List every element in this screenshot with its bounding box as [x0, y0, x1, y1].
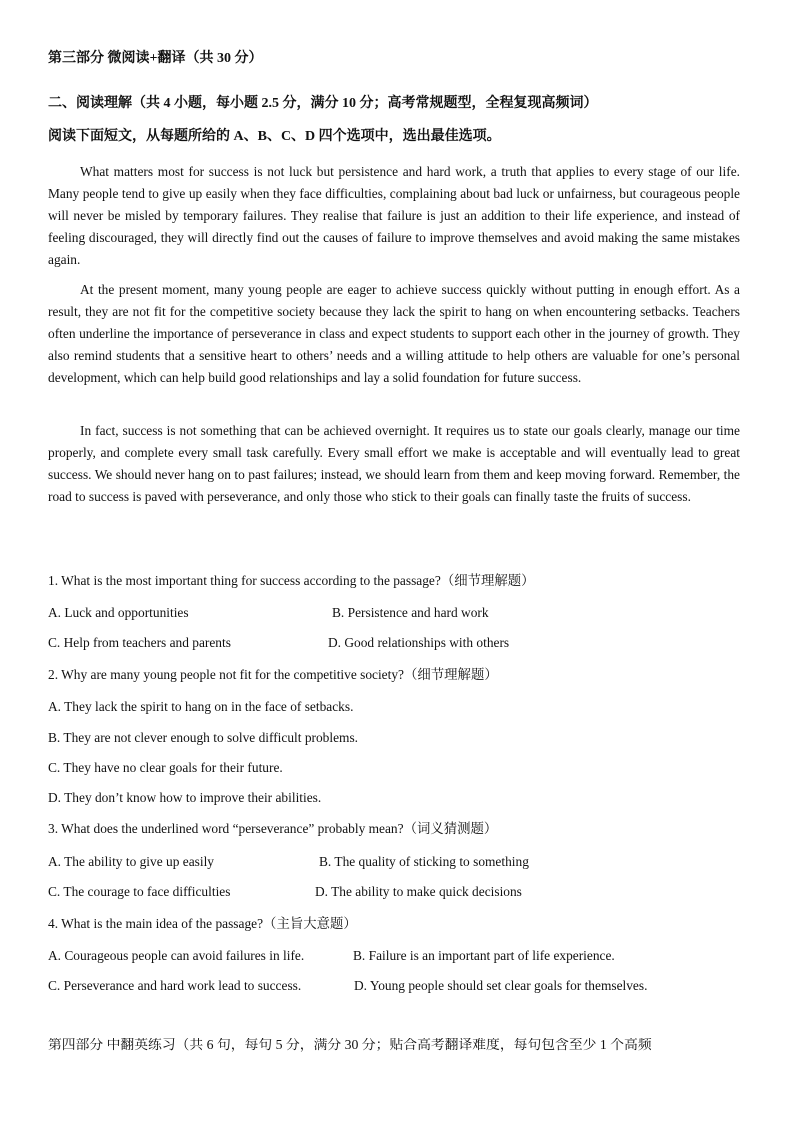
question-4-option-a: A. Courageous people can avoid failures in life. — [48, 948, 305, 963]
question-2-stem: 2. Why are many young people not fit for the competitive society?（细节理解题） — [48, 667, 498, 682]
question-1-stem: 1. What is the most important thing for success according to the passage?（细节理解题） — [48, 573, 535, 588]
part4-title: 第四部分 中翻英练习（共 6 句，每句 5 分，满分 30 分；贴合高考翻译难度，每句包含至少 1 个高频 — [48, 1038, 652, 1052]
question-2-option-d: D. They don’t know how to improve their abilities. — [48, 790, 322, 805]
question-4-option-b: B. Failure is an important part of life experience. — [353, 948, 615, 963]
passage-paragraph-1: What matters most for success is not luck but persistence and hard work, a truth that applies to every stage of our life. Many people tend to give up easily when they face difficulties, complaining about bad luck or unfairness, but courageous people will never be misled by temporary failures. They realise that failure is just an addition to their life experience, and instead of feeling discouraged, they will directly find out the causes of failure to improve themselves and avoid making the same mistakes again. — [48, 164, 740, 267]
question-2-option-a: A. They lack the spirit to hang on in the face of setbacks. — [48, 699, 354, 714]
passage-paragraph-2: At the present moment, many young people are eager to achieve success quickly without putting in enough effort. As a result, they are not fit for the competitive society because they lack the spirit to hang on when encountering setbacks. Teachers often underline the importance of perseverance in class and expect students to support each other in the journey of growth. They also remind students that a sensitive heart to others’ needs and a willing attitude to help others are valuable for one’s personal development, which can help build good relationships and lay a solid foundation for future success. — [48, 282, 740, 385]
passage-paragraph-3: In fact, success is not something that can be achieved overnight. It requires us to state our goals clearly, manage our time properly, and complete every small task carefully. Every small effort we make is acceptable and will eventually lead to great success. We should never hang on to past failures; instead, we should learn from them and keep moving forward. Remember, the road to success is paved with perseverance, and only those who stick to their goals can finally taste the fruits of success. — [48, 423, 740, 504]
question-2-option-b: B. They are not clever enough to solve difficult problems. — [48, 730, 359, 745]
part3-title: 第三部分 微阅读+翻译（共 30 分） — [48, 51, 263, 66]
question-1-option-b: B. Persistence and hard work — [332, 605, 489, 620]
question-3-option-b: B. The quality of sticking to something — [319, 854, 529, 869]
question-3-option-c: C. The courage to face difficulties — [48, 884, 231, 899]
instruction: 阅读下面短文，从每题所给的 A、B、C、D 四个选项中，选出最佳选项。 — [48, 129, 501, 144]
question-2-option-c: C. They have no clear goals for their future. — [48, 760, 283, 775]
underlined-word: perseverance — [231, 326, 302, 341]
question-3-option-d: D. The ability to make quick decisions — [315, 884, 522, 899]
question-1-option-d: D. Good relationships with others — [328, 635, 510, 650]
question-1-option-c: C. Help from teachers and parents — [48, 635, 231, 650]
question-3-option-a: A. The ability to give up easily — [48, 854, 214, 869]
question-4-option-c: C. Perseverance and hard work lead to success. — [48, 978, 302, 993]
question-3-stem: 3. What does the underlined word “perseverance” probably mean?（词义猜测题） — [48, 821, 498, 836]
question-4-stem: 4. What is the main idea of the passage?（主旨大意题） — [48, 916, 357, 931]
question-1-option-a: A. Luck and opportunities — [48, 605, 189, 620]
question-4-option-d: D. Young people should set clear goals for themselves. — [354, 978, 648, 993]
section-title: 二、阅读理解（共 4 小题，每小题 2.5 分，满分 10 分；高考常规题型，全程复现高频词） — [48, 96, 598, 111]
